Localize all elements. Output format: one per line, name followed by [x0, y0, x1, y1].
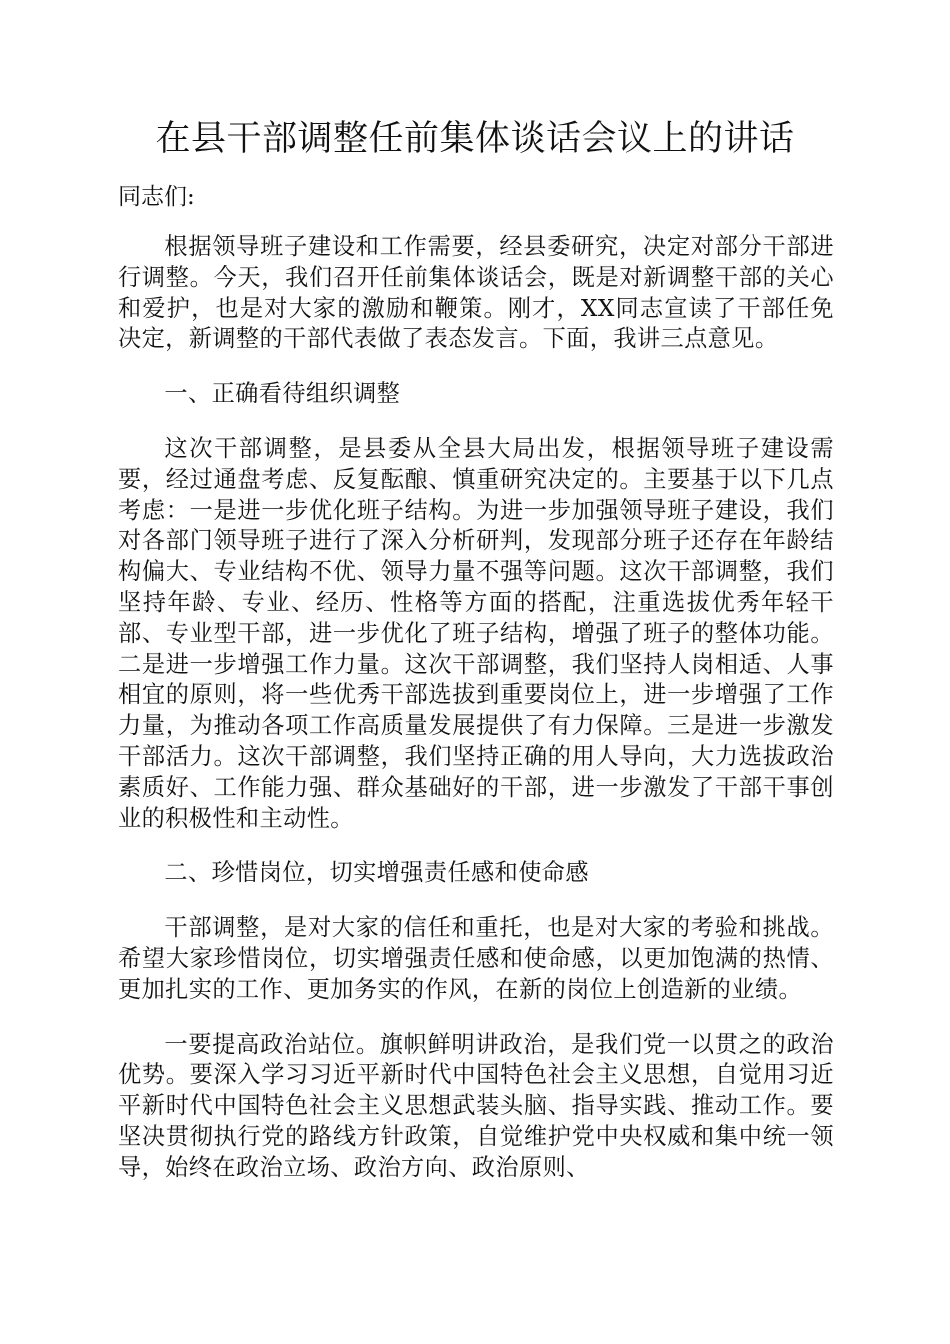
paragraph-intro: 根据领导班子建设和工作需要，经县委研究，决定对部分干部进行调整。今天，我们召开任前集体谈话会，既是对新调整干部的关心和爱护，也是对大家的激励和鞭策。刚才，XX同志宣读了干部任免决定，新调整的干部代表做了表态发言。下面，我讲三点意见。: [118, 233, 834, 353]
document-title: 在县干部调整任前集体谈话会议上的讲话: [155, 119, 795, 159]
document-body: [118, 232, 834, 1208]
paragraph-section-1: 这次干部调整，是县委从全县大局出发，根据领导班子建设需要，经过通盘考虑、反复酝酿、慎重研究决定的。主要基于以下几点考虑：一是进一步优化班子结构。为进一步加强领导班子建设，我们对各部门领导班子进行了深入分析研判，发现部分班子还存在年龄结构偏大、专业结构不优、领导力量不强等问题。这次干部调整，我们坚持年龄、专业、经历、性格等方面的搭配，注重选拔优秀年轻干部、专业型干部，进一步优化了班子结构，增强了班子的整体功能。二是进一步增强工作力量。这次干部调整，我们坚持人岗相适、人事相宜的原则，将一些优秀干部选拔到重要岗位上，进一步增强了工作力量，为推动各项工作高质量发展提供了有力保障。三是进一步激发干部活力。这次干部调整，我们坚持正确的用人导向，大力选拔政治素质好、工作能力强、群众基础好的干部，进一步激发了干部干事创业的积极性和主动性。: [118, 434, 834, 832]
paragraph-point-1: 一要提高政治站位。旗帜鲜明讲政治，是我们党一以贯之的政治优势。要深入学习习近平新时代中国特色社会主义思想，自觉用习近平新时代中国特色社会主义思想武装头脑、指导实践、推动工作。要坚决贯彻执行党的路线方针政策，自觉维护党中央权威和集中统一领导，始终在政治立场、政治方向、政治原则、: [118, 1030, 834, 1181]
section-heading-2: 二、珍惜岗位，切实增强责任感和使命感: [164, 859, 589, 887]
salutation: 同志们:: [118, 184, 195, 210]
section-heading-1: 一、正确看待组织调整: [164, 380, 401, 408]
paragraph-section-2: 干部调整，是对大家的信任和重托，也是对大家的考验和挑战。希望大家珍惜岗位，切实增强责任感和使命感，以更加饱满的热情、更加扎实的工作、更加务实的作风，在新的岗位上创造新的业绩。: [118, 914, 834, 1003]
